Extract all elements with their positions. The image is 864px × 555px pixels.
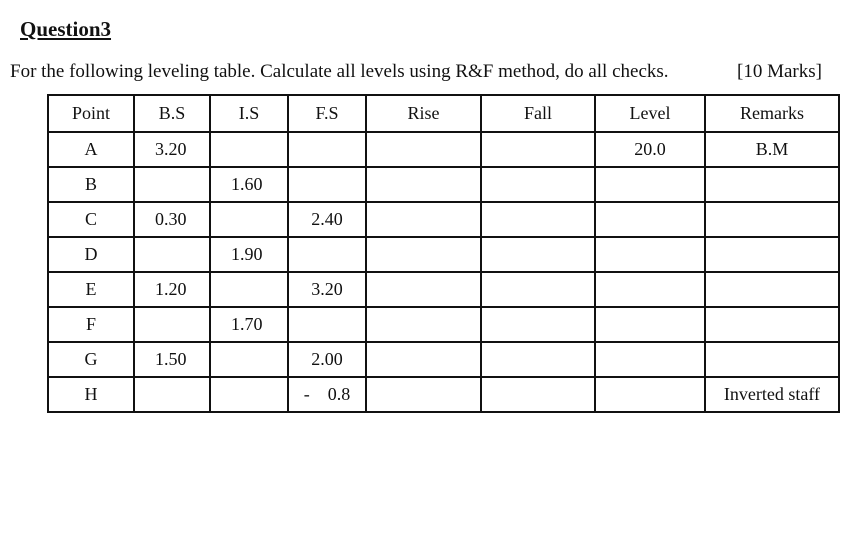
cell-fs — [288, 202, 366, 237]
cell-remarks: Inverted staff — [705, 377, 839, 412]
cell-point: H — [48, 377, 134, 412]
fs-value: 0.8 — [327, 384, 351, 404]
cell-fs — [288, 377, 366, 412]
cell-point: D — [48, 237, 134, 272]
cell-is — [210, 342, 288, 377]
cell-fs — [288, 342, 366, 377]
cell-bs — [134, 167, 210, 202]
cell-level — [595, 202, 705, 237]
cell-bs: 0.30 — [134, 202, 210, 237]
cell-is — [210, 202, 288, 237]
header-level: Level — [595, 95, 705, 132]
cell-remarks — [705, 237, 839, 272]
cell-fall — [481, 167, 595, 202]
cell-remarks — [705, 272, 839, 307]
table-row — [48, 272, 839, 307]
cell-level — [595, 237, 705, 272]
table-row — [48, 202, 839, 237]
table-row — [48, 307, 839, 342]
table-row — [48, 377, 839, 412]
cell-point: G — [48, 342, 134, 377]
cell-fs — [288, 237, 366, 272]
fs-value: 2.00 — [311, 349, 343, 369]
cell-is — [210, 272, 288, 307]
header-remarks: Remarks — [705, 95, 839, 132]
cell-fall — [481, 237, 595, 272]
table-row — [48, 132, 839, 167]
cell-rise — [366, 307, 481, 342]
header-fall: Fall — [481, 95, 595, 132]
cell-bs — [134, 377, 210, 412]
header-point: Point — [48, 95, 134, 132]
cell-remarks: B.M — [705, 132, 839, 167]
fs-sign: - — [303, 384, 310, 404]
table-row — [48, 237, 839, 272]
cell-rise — [366, 132, 481, 167]
cell-rise — [366, 272, 481, 307]
cell-rise — [366, 342, 481, 377]
cell-level — [595, 342, 705, 377]
cell-point: A — [48, 132, 134, 167]
cell-fs — [288, 307, 366, 342]
cell-level — [595, 377, 705, 412]
cell-fs — [288, 132, 366, 167]
cell-bs: 1.50 — [134, 342, 210, 377]
cell-rise — [366, 237, 481, 272]
fs-value: 2.40 — [311, 209, 343, 229]
cell-is: 1.90 — [210, 237, 288, 272]
header-is: I.S — [210, 95, 288, 132]
table-row — [48, 342, 839, 377]
cell-fall — [481, 307, 595, 342]
cell-rise — [366, 202, 481, 237]
cell-level: 20.0 — [595, 132, 705, 167]
cell-rise — [366, 377, 481, 412]
cell-remarks — [705, 342, 839, 377]
cell-bs: 3.20 — [134, 132, 210, 167]
cell-fs — [288, 167, 366, 202]
cell-is — [210, 377, 288, 412]
header-bs: B.S — [134, 95, 210, 132]
cell-fall — [481, 202, 595, 237]
cell-fall — [481, 342, 595, 377]
cell-fall — [481, 272, 595, 307]
cell-point: C — [48, 202, 134, 237]
cell-rise — [366, 167, 481, 202]
cell-point: E — [48, 272, 134, 307]
cell-bs — [134, 307, 210, 342]
marks-label: [10 Marks] — [737, 61, 822, 82]
cell-bs — [134, 237, 210, 272]
cell-bs: 1.20 — [134, 272, 210, 307]
cell-is — [210, 132, 288, 167]
cell-fs — [288, 272, 366, 307]
cell-point: F — [48, 307, 134, 342]
header-rise: Rise — [366, 95, 481, 132]
table-header-row — [48, 95, 839, 132]
table-row — [48, 167, 839, 202]
cell-fall — [481, 132, 595, 167]
cell-remarks — [705, 202, 839, 237]
cell-remarks — [705, 167, 839, 202]
cell-level — [595, 167, 705, 202]
cell-fall — [481, 377, 595, 412]
cell-point: B — [48, 167, 134, 202]
question-instruction: For the following leveling table. Calculate all levels using R&F method, do all checks. — [10, 61, 669, 82]
cell-level — [595, 272, 705, 307]
cell-is: 1.60 — [210, 167, 288, 202]
fs-value: 3.20 — [311, 279, 343, 299]
cell-is: 1.70 — [210, 307, 288, 342]
cell-level — [595, 307, 705, 342]
cell-remarks — [705, 307, 839, 342]
leveling-table — [47, 94, 840, 413]
question-title: Question3 — [20, 17, 112, 41]
header-fs: F.S — [288, 95, 366, 132]
